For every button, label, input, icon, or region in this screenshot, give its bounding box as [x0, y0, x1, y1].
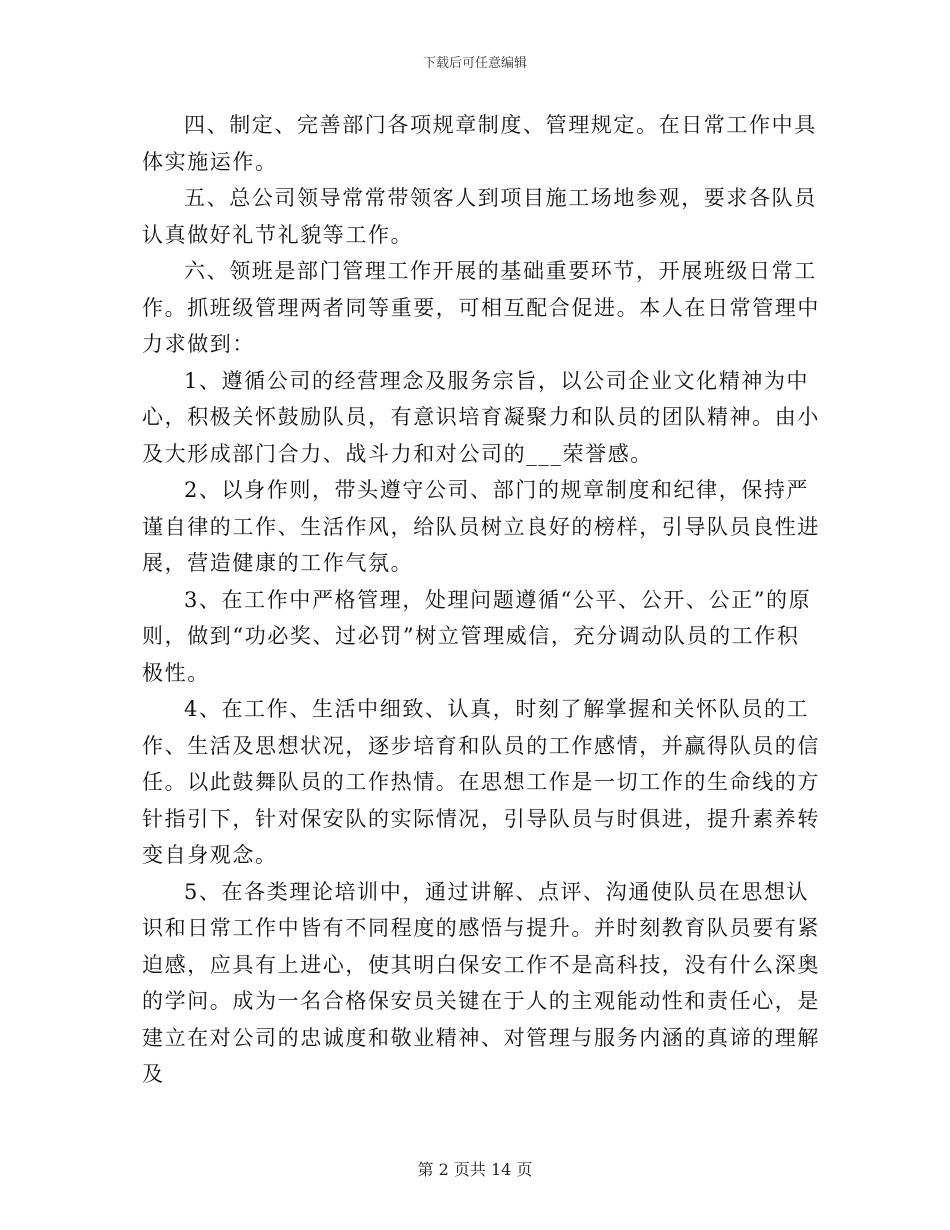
document-body [142, 107, 822, 1093]
paragraph-item-2: 2、以身作则，带头遵守公司、部门的规章制度和纪律，保持严谨自律的工作、生活作风，给队员树立良好的榜样，引导队员良性进展，营造健康的工作气氛。 [142, 478, 820, 575]
page-number: 第 2 页共 14 页 [417, 1160, 533, 1179]
paragraph-4-regulations: 四、制定、完善部门各项规章制度、管理规定。在日常工作中具体实施运作。 [142, 113, 817, 174]
page-header: 下载后可任意编辑 [422, 56, 527, 71]
paragraph-item-3: 3、在工作中严格管理，处理问题遵循“公平、公开、公正”的原则，做到“功必奖、过必罚”树立管理威信，充分调动队员的工作积极性。 [142, 587, 812, 685]
paragraph-5-etiquette: 五、总公司领导常常带领客人到项目施工场地参观，要求各队员认真做好礼节礼貌等工作。 [142, 186, 817, 247]
paragraph-6-team-leader: 六、领班是部门管理工作开展的基础重要环节，开展班级日常工作。抓班级管理两者同等重要，可相互配合促进。本人在日常管理中力求做到： [142, 259, 820, 356]
paragraph-item-5: 5、在各类理论培训中，通过讲解、点评、沟通使队员在思想认识和日常工作中皆有不同程度的感悟与提升。并时刻教育队员要有紧迫感，应具有上进心，使其明白保安工作不是高科技，没有什么深奥的学问。成为一名合格保安员关键在于人的主观能动性和责任心，是建立在对公司的忠诚度和敬业精神、对管理与服务内涵的真谛的理解及 [142, 879, 820, 1086]
paragraph-item-1: 1、遵循公司的经营理念及服务宗旨，以公司企业文化精神为中心，积极关怀鼓励队员，有意识培育凝聚力和队员的团队精神。由小及大形成部门合力、战斗力和对公司的___荣誉感。 [142, 368, 820, 466]
paragraph-item-4: 4、在工作、生活中细致、认真，时刻了解掌握和关怀队员的工作、生活及思想状况，逐步培育和队员的工作感情，并赢得队员的信任。以此鼓舞队员的工作热情。在思想工作是一切工作的生命线的方针指引下，针对保安队的实际情况，引导队员与时俱进，提升素养转变自身观念。 [142, 697, 820, 867]
